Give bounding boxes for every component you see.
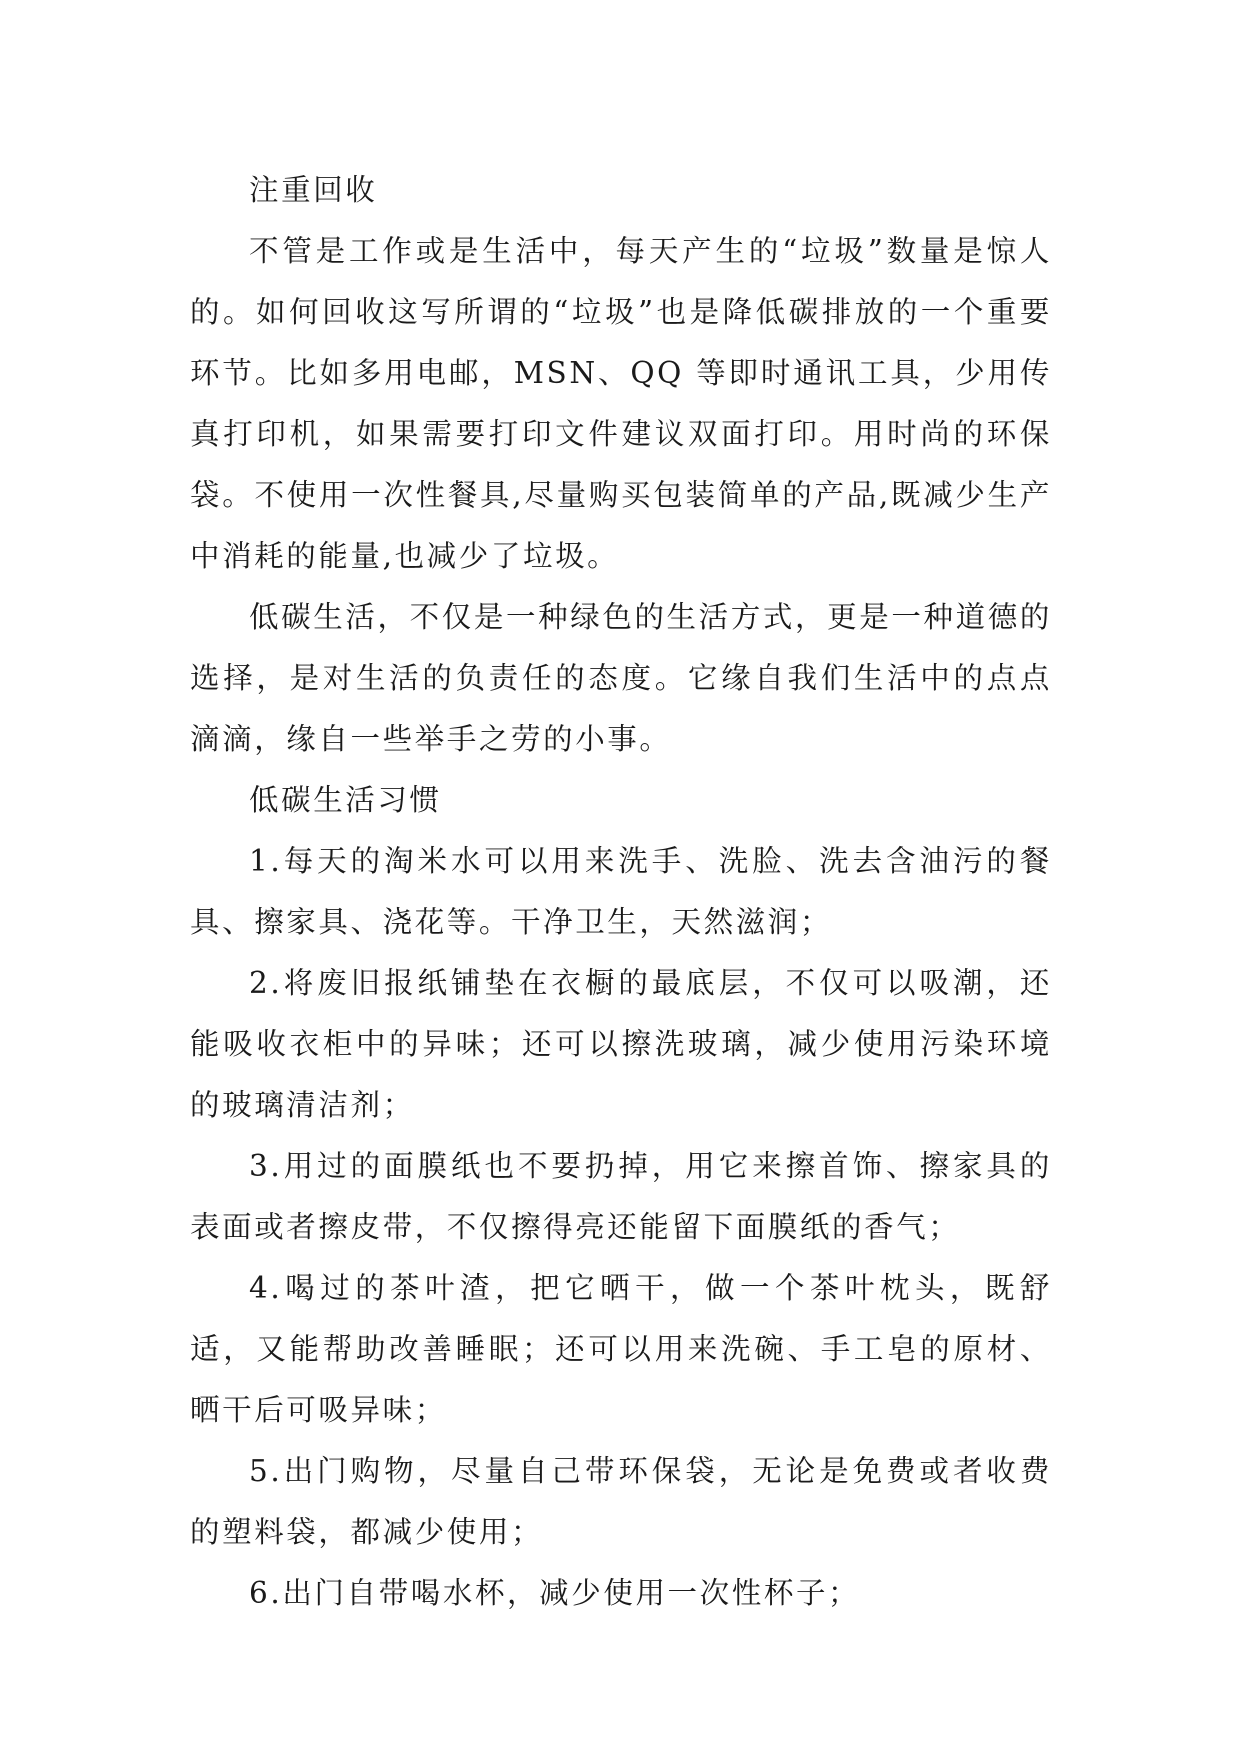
- section-heading-habits: 低碳生活习惯: [249, 783, 442, 817]
- list-item-habit-4: 4.喝过的茶叶渣，把它晒干，做一个茶叶枕头，既舒适，又能帮助改善睡眠；还可以用来洗碗、手工皂的原材、晒干后可吸异味；: [190, 1271, 1052, 1427]
- section-heading-recycling: 注重回收: [249, 173, 378, 207]
- list-item-habit-5: 5.出门购物，尽量自己带环保袋，无论是免费或者收费的塑料袋，都减少使用；: [190, 1454, 1052, 1549]
- document-body: [190, 160, 1052, 1624]
- paragraph-recycling: 不管是工作或是生活中，每天产生的“垃圾”数量是惊人的。如何回收这写所谓的“垃圾”也是降低碳排放的一个重要环节。比如多用电邮，MSN、QQ 等即时通讯工具，少用传真打印机，如果需要打印文件建议双面打印。用时尚的环保袋。不使用一次性餐具,尽量购买包装简单的产品,既减少生产中消耗的能量,也减少了垃圾。: [190, 234, 1052, 573]
- paragraph-low-carbon-life: 低碳生活，不仅是一种绿色的生活方式，更是一种道德的选择，是对生活的负责任的态度。它缘自我们生活中的点点滴滴，缘自一些举手之劳的小事。: [190, 600, 1052, 756]
- list-item-habit-2: 2.将废旧报纸铺垫在衣橱的最底层，不仅可以吸潮，还能吸收衣柜中的异味；还可以擦洗玻璃，减少使用污染环境的玻璃清洁剂；: [190, 966, 1052, 1122]
- list-item-habit-1: 1.每天的淘米水可以用来洗手、洗脸、洗去含油污的餐具、擦家具、浇花等。干净卫生，天然滋润；: [190, 844, 1052, 939]
- list-item-habit-6: 6.出门自带喝水杯，减少使用一次性杯子；: [249, 1576, 861, 1610]
- list-item-habit-3: 3.用过的面膜纸也不要扔掉，用它来擦首饰、擦家具的表面或者擦皮带，不仅擦得亮还能留下面膜纸的香气；: [190, 1149, 1052, 1244]
